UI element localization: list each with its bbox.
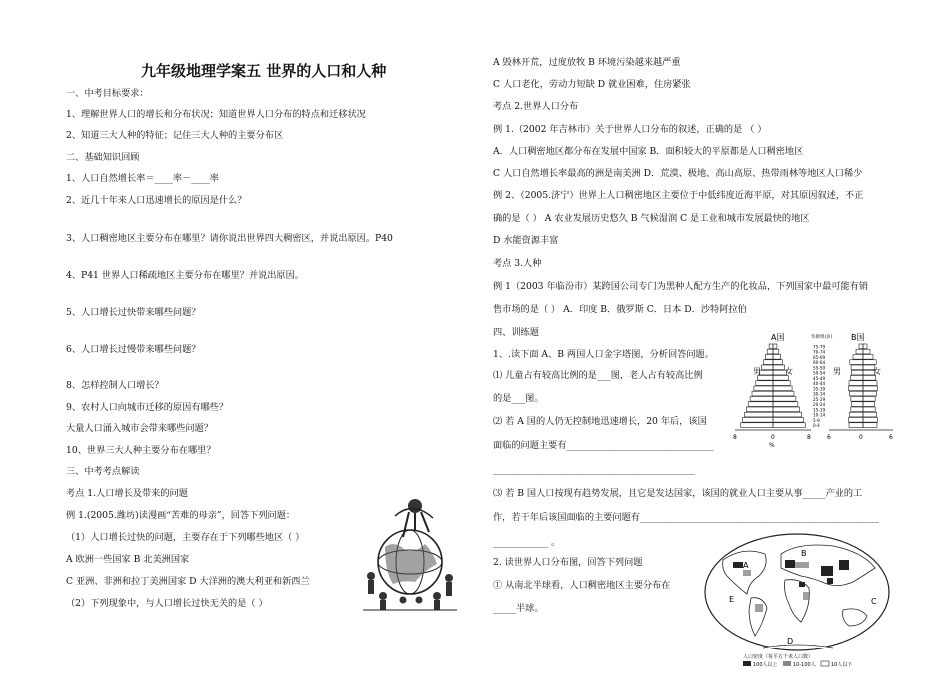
region-label-e: E (729, 595, 735, 604)
section-heading: 考点 2.世界人口分布 (493, 101, 579, 112)
pyramid-bar (849, 391, 863, 396)
pyramid-bar (746, 407, 773, 412)
pyramid-bar (773, 391, 794, 396)
region-label-d: D (787, 637, 794, 646)
pyramid-bar (773, 349, 779, 354)
question-line: 面临的问题主要有________________________________ (493, 440, 714, 451)
pyramid-bar (754, 386, 773, 391)
option-line: A 毁林开荒，过度放牧 B 环境污染越来越严重 (493, 57, 681, 68)
pyramid-bar (863, 349, 870, 354)
age-group-label: 35-39 (813, 386, 826, 392)
pyramid-bar (863, 412, 877, 417)
question-line: ⑶ 若 B 国人口按现有趋势发展，且它是发达国家，该国的就业人口主要从事_____产业的工 (493, 488, 863, 499)
pyramid-bar (773, 397, 796, 402)
question-line: 大量人口涌入城市会带来哪些问题？ (66, 423, 213, 434)
question-line: ① 从南北半球看，人口稠密地区主要分布在 (493, 580, 671, 591)
tick-b-left: 6 (827, 434, 831, 441)
pyramid-bar (849, 381, 863, 386)
pyramid-bar (773, 381, 790, 386)
pyramid-bar (863, 397, 875, 402)
question-line: 5、人口增长过快带来哪些问题？ (66, 307, 201, 318)
pyramid-bar (773, 344, 777, 349)
age-group-label: 50-54 (813, 370, 826, 376)
option-line: 售市场的是（ ） A．印度 B．俄罗斯 C．日本 D．沙特阿拉伯 (493, 304, 747, 315)
female-label-b: 女 (873, 367, 881, 376)
age-group-label: 55-59 (813, 365, 826, 371)
question-line: 9、农村人口向城市迁移的原因有哪些？ (66, 402, 229, 413)
pyramid-bar (863, 376, 876, 381)
legend-medium: 10-100人 (793, 662, 816, 668)
pyramid-bar (863, 423, 877, 428)
tick-a-center: 0 (771, 434, 775, 441)
age-group-label: 0-4 (813, 423, 820, 429)
male-label-b: 男 (833, 367, 841, 376)
option-line: C 人口自然增长率最高的洲是南美洲 D．荒漠、极地、高山高原、热带雨林等地区人口稀少 (493, 168, 863, 179)
answer-blank-line: _____半球。 (493, 603, 544, 614)
answer-blank-line: ____________ 。 (493, 537, 561, 548)
age-group-label: 75-79 (813, 344, 826, 350)
pyramid-bar (863, 407, 875, 412)
age-group-label: 65-69 (813, 354, 826, 360)
question-line: ⑵ 若 A 国的人仍无控制地迅速增长，20 年后，该国 (493, 416, 707, 427)
section-heading: 考点 3.人种 (493, 258, 542, 269)
pyramid-bar (773, 386, 792, 391)
pyramid-bar (760, 370, 773, 375)
section-heading: 二、基础知识回顾 (66, 152, 140, 163)
tick-a-left: 8 (733, 434, 737, 441)
pyramid-bar (767, 349, 773, 354)
question-line: 作，若干年后该国面临的主要问题有____________________________________________________ (493, 512, 879, 523)
male-label-a: 男 (753, 367, 761, 376)
tick-a-right: 8 (807, 434, 811, 441)
pyramid-bar (762, 365, 774, 370)
age-group-label: 40-44 (813, 381, 826, 387)
question-line: 例 2、（2005.济宁）世界上人口稠密地区主要位于中低纬度近海平原，对其原因叙述，不正 (493, 190, 864, 201)
pyramid-bar (863, 391, 877, 396)
option-line: A 欧洲一些国家 B 北美洲国家 (66, 554, 190, 565)
text-line: 1、理解世界人口的增长和分布状况；知道世界人口分布的特点和迁移状况 (66, 109, 366, 120)
world-population-map (703, 532, 891, 674)
pyramid-bar (853, 355, 863, 360)
question-line: 1、.读下面 A、B 两国人口金字塔图，分析回答问题。 (493, 349, 714, 360)
pyramid-bar (752, 391, 773, 396)
question-line: 的是___图。 (493, 393, 544, 404)
pyramid-bar (773, 365, 785, 370)
question-line: 例 1.（2002 年吉林市）关于世界人口分布的叙述，正确的是 （ ） (493, 124, 767, 135)
question-line: 6、人口增长过慢带来哪些问题？ (66, 344, 201, 355)
age-group-label: 20-24 (813, 402, 826, 408)
pyramid-bar (763, 360, 773, 365)
option-line: A．人口稠密地区都分布在发展中国家 B．面积较大的平原都是人口稠密地区 (493, 146, 804, 157)
option-line: C 人口老化，劳动力短缺 D 就业困难，住房紧张 (493, 79, 691, 90)
question-line: （1）人口增长过快的问题，主要存在于下列哪些地区（ ） (66, 532, 305, 543)
pyramid-bar (863, 381, 877, 386)
pyramid-bar (849, 386, 863, 391)
pyramid-bar (850, 376, 863, 381)
legend-sparse: 10人以下 (831, 662, 853, 668)
question-line: 3、人口稠密地区主要分布在哪里？请你说出世界四大稠密区，并说出原因。P40 (66, 233, 393, 244)
pyramid-b-label: B国 (851, 333, 865, 342)
text-line: 2、知道三大人种的特征；记住三大人种的主要分布区 (66, 130, 284, 141)
pyramid-a-label: A国 (771, 333, 785, 342)
region-label-a: A (743, 561, 749, 570)
pyramid-bar (773, 360, 783, 365)
question-line: 2. 读世界人口分布图，回答下列问题 (493, 557, 643, 568)
answer-blank-line: ____________________________________________ (493, 464, 696, 475)
section-heading: 一、中考目标要求： (66, 88, 149, 99)
pyramid-bar (773, 376, 788, 381)
section-heading: 三、中考考点解读 (66, 466, 140, 477)
question-line: 4、P41 世界人口稀疏地区主要分布在哪里？并说出原因。 (66, 270, 304, 281)
question-line: 1、人口自然增长率＝____率－____率 (66, 173, 219, 184)
pyramid-bar (851, 407, 863, 412)
age-group-label: 70-74 (813, 349, 826, 355)
pyramid-bar (756, 381, 773, 386)
question-line: ⑴ 儿童占有较高比例的是___图，老人占有较高比例 (493, 370, 703, 381)
pyramid-bar (851, 365, 863, 370)
age-group-label: 15-19 (813, 407, 826, 413)
pyramid-bar (758, 376, 773, 381)
pyramid-bar (773, 402, 798, 407)
question-line: 例 1（2003 年临汾市）某跨国公司专门为黑种人配方生产的化妆品，下列国家中最可能有销 (493, 281, 869, 292)
question-line: 考点 1.人口增长及带来的问题 (66, 488, 188, 499)
pyramid-bar (769, 344, 773, 349)
region-label-c: C (871, 597, 877, 606)
axis-unit: % (769, 442, 775, 448)
age-group-label: 25-29 (813, 396, 826, 402)
pyramid-bar (741, 423, 773, 428)
tick-b-right: 6 (889, 434, 893, 441)
question-line: 2、近几十年来人口迅速增长的原因是什么？ (66, 195, 247, 206)
pyramid-bar (851, 370, 863, 375)
age-group-label: 45-49 (813, 375, 826, 381)
age-group-label: 60-64 (813, 360, 826, 366)
pyramid-bar (850, 360, 863, 365)
page-title: 九年级地理学案五 世界的人口和人种 (141, 62, 387, 80)
section-heading: 四、训练题 (493, 327, 539, 338)
pyramid-bar (849, 418, 863, 423)
pyramid-bar (849, 412, 863, 417)
pyramid-bar (773, 423, 805, 428)
age-group-label: 30-34 (813, 391, 826, 397)
pyramid-bar (773, 407, 800, 412)
pyramid-bar (773, 418, 804, 423)
pyramid-bar (863, 402, 875, 407)
option-line: D 水能资源丰富 (493, 235, 559, 246)
pyramid-bar (743, 418, 774, 423)
pyramid-bar (773, 412, 802, 417)
option-line: 确的是（ ） A 农业发展历史悠久 B 气候湿润 C 是工业和城市发展最快的地区 (493, 213, 810, 224)
pyramid-bar (863, 360, 876, 365)
legend-dense: 100人以上 (753, 662, 778, 668)
pyramid-bar (744, 412, 773, 417)
pyramid-bar (863, 418, 877, 423)
question-line: （2）下列现象中，与人口增长过快无关的是（ ） (66, 598, 268, 609)
pyramid-bar (773, 355, 781, 360)
pyramid-bar (852, 402, 864, 407)
pyramid-bar (851, 397, 863, 402)
pyramid-bar (859, 344, 863, 349)
question-line: 10、世界三大人种主要分布在哪里？ (66, 445, 216, 456)
female-label-a: 女 (785, 367, 793, 376)
pyramid-bar (863, 355, 873, 360)
age-header: 年龄组(岁) (811, 335, 833, 340)
pyramid-bar (849, 423, 863, 428)
region-label-b: B (801, 549, 807, 558)
pyramid-bar (863, 386, 877, 391)
tick-b-center: 0 (859, 434, 863, 441)
option-line: C 亚洲、非洲和拉丁美洲国家 D 大洋洲的澳大利亚和新西兰 (66, 576, 310, 587)
question-line: 8、怎样控制人口增长？ (66, 380, 164, 391)
map-legend-title: 人口密度（每平方千米人口数） (743, 654, 814, 660)
population-pyramid-figure (733, 330, 895, 452)
pyramid-bar (863, 344, 867, 349)
cartoon-suffering-mother-image (355, 492, 465, 616)
pyramid-bar (765, 355, 773, 360)
age-group-label: 5-9 (813, 417, 820, 423)
question-line: 例 1.(2005.潍坊)读漫画“苦难的母亲”，回答下列问题： (66, 510, 296, 521)
pyramid-bar (856, 349, 863, 354)
pyramid-bar (748, 402, 773, 407)
age-group-label: 10-14 (813, 412, 826, 418)
pyramid-bar (750, 397, 773, 402)
